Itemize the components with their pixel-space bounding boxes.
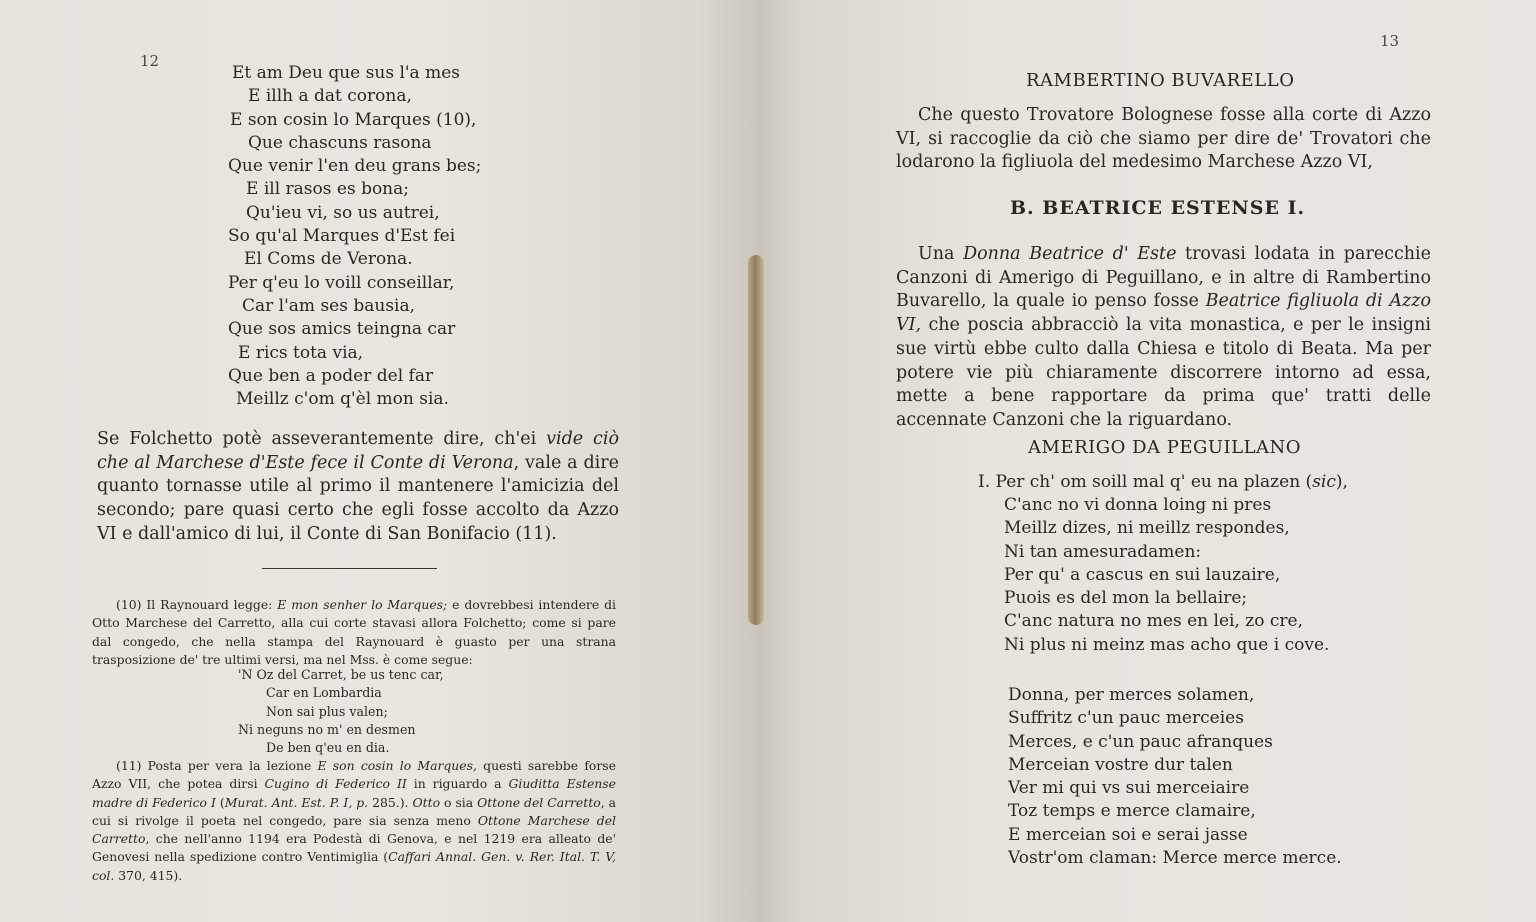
- verse-line: Car l'am ses bausia,: [242, 295, 416, 316]
- verse-line: Donna, per merces solamen,: [1008, 685, 1255, 705]
- text-span: (11) Posta per vera la lezione: [116, 758, 318, 773]
- verse-line: Car en Lombardia: [266, 685, 382, 701]
- verse-line: Merceian vostre dur talen: [1008, 754, 1233, 775]
- text-span: (10) Il Raynouard legge:: [116, 597, 278, 612]
- verse-line: 'N Oz del Carret, be us tenc car,: [238, 667, 444, 682]
- verse-line: Ni plus ni meinz mas acho que i cove.: [1004, 634, 1330, 655]
- italic-quote: E son cosin lo Marques,: [317, 758, 477, 773]
- verse-line: Puois es del mon la bellaire;: [1004, 588, 1248, 609]
- text-span: Se Folchetto potè asseverantemente dire, ch'ei: [97, 429, 547, 449]
- verse-line: Que ben a poder del far: [228, 365, 434, 386]
- poem-verse-left: [228, 62, 481, 411]
- intro-paragraph: Che questo Trovatore Bolognese fosse alla corte di Azzo VI, si raccoglie da ciò che siamo per dire de' Trovatori che lodarono la figliuola del medesimo Marchese Azzo VI,: [896, 105, 1431, 173]
- italic-quote: vide ciò che al Marchese d'Este fece il Conte di Verona: [97, 429, 619, 473]
- italic-quote: Caffari Annal. Gen. v. Rer. Ital. T. V, col.: [92, 849, 616, 883]
- verse-line: Per qu' a cascus en sui lauzaire,: [1004, 564, 1281, 585]
- verse-line: E son cosin lo Marques (10),: [230, 109, 477, 130]
- verse-line: Que venir l'en deu grans bes;: [228, 156, 482, 177]
- verse-line: So qu'al Marques d'Est fei: [228, 226, 456, 247]
- italic-sic: sic: [1312, 472, 1336, 492]
- text-span: ),: [1335, 472, 1348, 492]
- footnote-10: [92, 596, 616, 669]
- verse-line: Que chascuns rasona: [248, 132, 432, 153]
- italic-quote: E mon senher lo Marques;: [277, 597, 448, 612]
- verse-line: Meillz dizes, ni meillz respondes,: [1004, 518, 1290, 539]
- verse-line: Merces, e c'un pauc afranques: [1008, 731, 1273, 752]
- italic-quote: Donna Beatrice d' Este: [963, 244, 1177, 264]
- section-heading-beatrice: B. BEATRICE ESTENSE I.: [1010, 197, 1306, 219]
- verse-line: E illh a dat corona,: [248, 86, 412, 107]
- section-heading-rambertino: RAMBERTINO BUVARELLO: [1026, 70, 1295, 91]
- italic-quote: Giuditta Estense madre di Federico I: [92, 776, 616, 810]
- verse-line: C'anc natura no mes en lei, zo cre,: [1004, 611, 1303, 632]
- footnote-11: [92, 757, 616, 885]
- verse-line: Toz temps e merce clamaire,: [1008, 801, 1256, 822]
- text-span: o sia: [440, 794, 478, 810]
- text-span: (: [215, 794, 225, 810]
- italic-quote: Beatrice figliuola di Azzo VI,: [896, 291, 1431, 336]
- italic-quote: Ottone Marchese del Carretto: [92, 812, 616, 847]
- book-spine: [748, 255, 764, 625]
- verse-line: Vostr'om claman: Merce merce merce.: [1008, 848, 1342, 869]
- verse-line: Ni neguns no m' en desmen: [238, 721, 416, 737]
- italic-quote: Cugino di Federico II: [264, 776, 407, 792]
- verse-line: C'anc no vi donna loing ni pres: [1004, 495, 1272, 515]
- footnote-10-verse: [238, 666, 444, 757]
- text-span: e dovrebbesi intendere di Otto Marchese del Carretto, alla cui corte stavasi allora Folchetto; come si pare dal congedo, che nella stampa del Raynouard è guasto per una strana trasposizione de' tre ultimi versi, ma nel Mss. è come segue:: [92, 597, 616, 667]
- text-span: trovasi lodata in parecchie Canzoni di Amerigo di Peguillano, e in altre di Rambertino Buvarello, la quale io penso fosse: [896, 244, 1431, 312]
- verse-line: De ben q'eu en dia.: [266, 740, 390, 756]
- text-span: , a cui si rivolge il poeta nel congedo, pare sia senza meno: [92, 794, 616, 828]
- page-number-left: 12: [140, 52, 160, 70]
- verse-line: E rics tota via,: [238, 342, 364, 363]
- verse-line: Et am Deu que sus l'a mes: [232, 63, 460, 83]
- verse-line: Non sai plus valen;: [266, 703, 388, 719]
- italic-quote: Ottone del Carretto: [477, 794, 601, 810]
- stanza-first-line: [978, 471, 1348, 494]
- body-paragraph-right: [896, 243, 1431, 433]
- text-span: questi sarebbe forse Azzo VII, che potea dirsi: [92, 758, 616, 792]
- left-page: [0, 0, 758, 922]
- verse-line: E ill rasos es bona;: [246, 179, 409, 200]
- verse-line: E merceian soi e serai jasse: [1008, 824, 1248, 845]
- verse-line: Qu'ieu vi, so us autrei,: [246, 202, 440, 223]
- text-span: 285.).: [368, 794, 413, 810]
- verse-line: Ni tan amesuradamen:: [1004, 541, 1202, 562]
- verse-line: Meillz c'om q'èl mon sia.: [236, 389, 449, 410]
- stanza-1: [1004, 494, 1329, 657]
- text-span: 370, 415).: [114, 867, 183, 883]
- page-number-right: 13: [1380, 32, 1400, 50]
- text-span: , vale a dire quanto tornasse utile al primo il mantenere l'amicizia del secondo; pare quasi certo che egli fosse accolto da Azzo VI e dall'amico di lui, il Conte di San Bonifacio (11).: [97, 452, 620, 544]
- verse-line: El Coms de Verona.: [244, 249, 413, 270]
- verse-line: Per q'eu lo voill conseillar,: [228, 272, 455, 293]
- verse-line: Que sos amics teingna car: [228, 319, 456, 340]
- italic-quote: Murat. Ant. Est. P. I, p.: [224, 794, 369, 810]
- text-span: I. Per ch' om soill mal q' eu na plazen (: [978, 472, 1313, 492]
- footnote-divider: [262, 568, 437, 569]
- section-heading-amerigo: AMERIGO DA PEGUILLANO: [1028, 437, 1302, 458]
- verse-line: Ver mi qui vs sui merceiaire: [1008, 778, 1250, 799]
- italic-quote: Otto: [412, 794, 441, 810]
- text-span: in riguardo a: [406, 776, 509, 792]
- body-paragraph-left: [97, 428, 619, 547]
- verse-line: Suffritz c'un pauc merceies: [1008, 708, 1244, 729]
- text-span: Una: [918, 244, 964, 264]
- text-span: che poscia abbracciò la vita monastica, e per le insigni sue virtù ebbe culto dalla Chiesa e titolo di Beata. Ma per potere vie più chiaramente discorrere intorno ad essa, mette a bene rapportare da prima que' tratti delle accennate Canzoni che la riguardano.: [896, 315, 1431, 430]
- right-page: [758, 0, 1536, 922]
- stanza-2: [1008, 684, 1342, 870]
- text-span: , che nell'anno 1194 era Podestà di Genova, e nel 1219 era alleato de' Genovesi nella spedizione contro Ventimiglia (: [92, 831, 616, 865]
